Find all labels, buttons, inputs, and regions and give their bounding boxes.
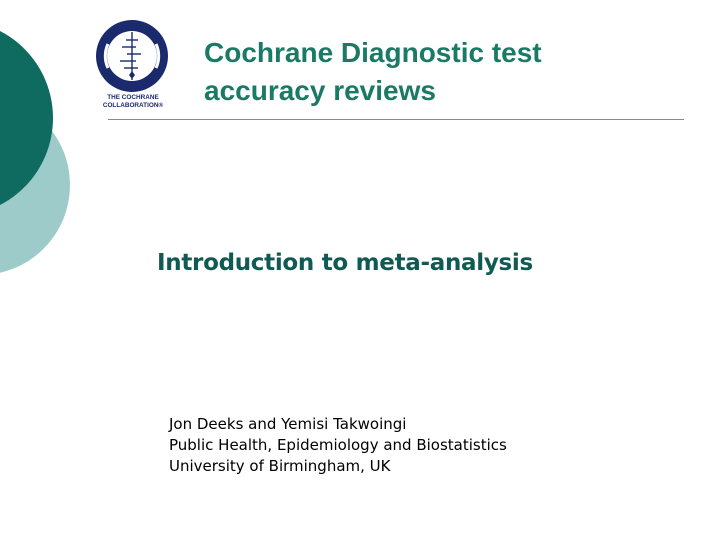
authors-line-3: University of Birmingham, UK [169, 457, 391, 475]
slide-subtitle: Introduction to meta-analysis [157, 250, 533, 276]
title-line-1: Cochrane Diagnostic test [204, 37, 542, 68]
authors-line-1: Jon Deeks and Yemisi Takwoingi [169, 415, 407, 433]
slide-title [204, 34, 684, 110]
logo-text-line-2: COLLABORATION® [102, 102, 164, 109]
author-block [169, 414, 507, 477]
title-line-2: accuracy reviews [204, 75, 436, 106]
logo-text-line-1: THE COCHRANE [107, 94, 159, 101]
authors-line-2: Public Health, Epidemiology and Biostatistics [169, 436, 507, 454]
logo-wordmark [86, 94, 180, 110]
title-divider [108, 119, 684, 120]
